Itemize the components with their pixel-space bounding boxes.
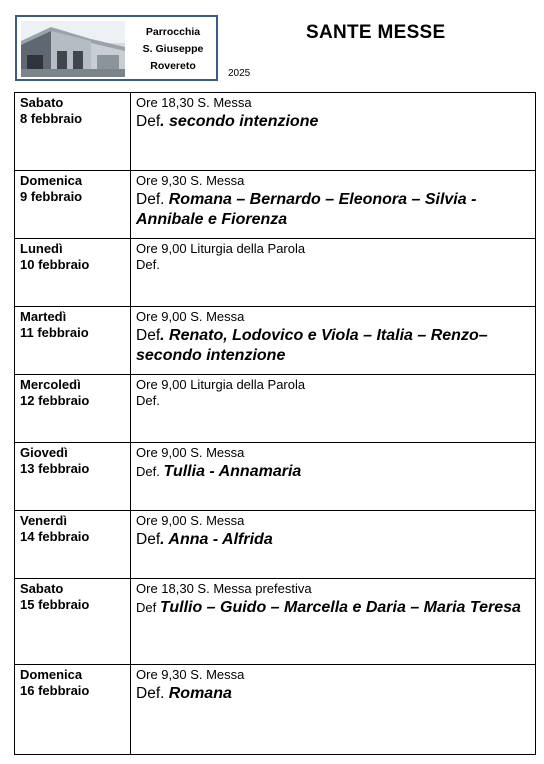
mass-info-cell — [131, 307, 536, 375]
mass-time: Ore 9,00 Liturgia della Parola — [136, 241, 306, 256]
def-prefix: Def. — [136, 191, 165, 208]
intention-names: Romana — [168, 685, 232, 702]
intention-line — [136, 190, 535, 230]
intention-names: Tullio – Guido – Marcella e Daria – Maria Teresa — [159, 599, 521, 616]
weekday-label: Domenica — [20, 173, 83, 188]
day-cell — [15, 665, 131, 755]
schedule-row — [15, 93, 536, 171]
date-label: 15 febbraio — [20, 597, 90, 612]
def-prefix: Def — [136, 600, 157, 615]
day-cell — [15, 579, 131, 665]
date-label: 9 febbraio — [20, 189, 83, 204]
intention-line — [136, 462, 535, 482]
schedule-row — [15, 307, 536, 375]
mass-time: Ore 9,30 S. Messa — [136, 173, 245, 188]
mass-info-cell — [131, 579, 536, 665]
intention-names: . Renato, Lodovico e Viola – Italia – Renzo– secondo intenzione — [136, 327, 488, 364]
mass-info-cell — [131, 93, 536, 171]
page-title: SANTE MESSE — [306, 22, 446, 43]
mass-time: Ore 9,00 S. Messa — [136, 445, 245, 460]
intention-line — [136, 326, 535, 366]
date-label: 11 febbraio — [20, 325, 89, 340]
mass-time: Ore 18,30 S. Messa — [136, 95, 252, 110]
mass-info-cell — [131, 665, 536, 755]
intention-line — [136, 684, 535, 704]
intention-line — [136, 393, 535, 409]
schedule-row — [15, 171, 536, 239]
schedule-row — [15, 375, 536, 443]
mass-info-cell — [131, 443, 536, 511]
def-prefix: Def. — [136, 464, 160, 479]
mass-time: Ore 9,30 S. Messa — [136, 667, 245, 682]
intention-names: Tullia - Annamaria — [163, 463, 302, 480]
schedule-row — [15, 665, 536, 755]
parish-line-1: Parrocchia — [145, 26, 201, 38]
weekday-label: Mercoledì — [20, 377, 81, 392]
mass-time: Ore 18,30 S. Messa prefestiva — [136, 581, 312, 596]
day-cell — [15, 511, 131, 579]
schedule-row — [15, 443, 536, 511]
day-cell — [15, 307, 131, 375]
def-prefix: Def — [136, 327, 161, 344]
day-cell — [15, 375, 131, 443]
weekday-label: Martedì — [20, 309, 67, 324]
def-prefix: Def. — [136, 685, 165, 702]
date-label: 12 febbraio — [20, 393, 90, 408]
schedule-row — [15, 511, 536, 579]
intention-names: Romana – Bernardo – Eleonora – Silvia - Annibale e Fiorenza — [136, 191, 477, 228]
intention-line — [136, 598, 535, 618]
weekday-label: Domenica — [20, 667, 83, 682]
date-label: 16 febbraio — [20, 683, 90, 698]
mass-info-cell — [131, 171, 536, 239]
def-prefix: Def — [136, 113, 161, 130]
year-label: 2025 — [228, 68, 251, 79]
parish-line-2: S. Giuseppe — [142, 43, 204, 55]
intention-line — [136, 112, 535, 132]
weekday-label: Sabato — [20, 95, 64, 110]
parish-name — [129, 24, 217, 75]
intention-names: . Anna - Alfrida — [160, 531, 273, 548]
date-label: 13 febbraio — [20, 461, 90, 476]
day-cell — [15, 443, 131, 511]
def-prefix: Def. — [136, 257, 160, 272]
def-prefix: Def — [136, 531, 161, 548]
weekday-label: Giovedì — [20, 445, 68, 460]
mass-info-cell — [131, 375, 536, 443]
weekday-label: Lunedì — [20, 241, 63, 256]
def-prefix: Def. — [136, 393, 160, 408]
intention-line — [136, 257, 535, 273]
day-cell — [15, 171, 131, 239]
schedule-row — [15, 579, 536, 665]
schedule-row — [15, 239, 536, 307]
day-cell — [15, 239, 131, 307]
mass-schedule-table — [14, 92, 536, 755]
mass-info-cell — [131, 511, 536, 579]
parish-header — [15, 15, 218, 81]
weekday-label: Venerdì — [20, 513, 67, 528]
weekday-label: Sabato — [20, 581, 64, 596]
mass-info-cell — [131, 239, 536, 307]
day-cell — [15, 93, 131, 171]
date-label: 14 febbraio — [20, 529, 90, 544]
parish-line-3: Rovereto — [150, 60, 196, 72]
church-photo-logo — [21, 21, 125, 77]
mass-time: Ore 9,00 S. Messa — [136, 513, 245, 528]
date-label: 8 febbraio — [20, 111, 83, 126]
mass-time: Ore 9,00 Liturgia della Parola — [136, 377, 306, 392]
date-label: 10 febbraio — [20, 257, 90, 272]
mass-time: Ore 9,00 S. Messa — [136, 309, 245, 324]
intention-names: . secondo intenzione — [160, 113, 319, 130]
intention-line — [136, 530, 535, 550]
